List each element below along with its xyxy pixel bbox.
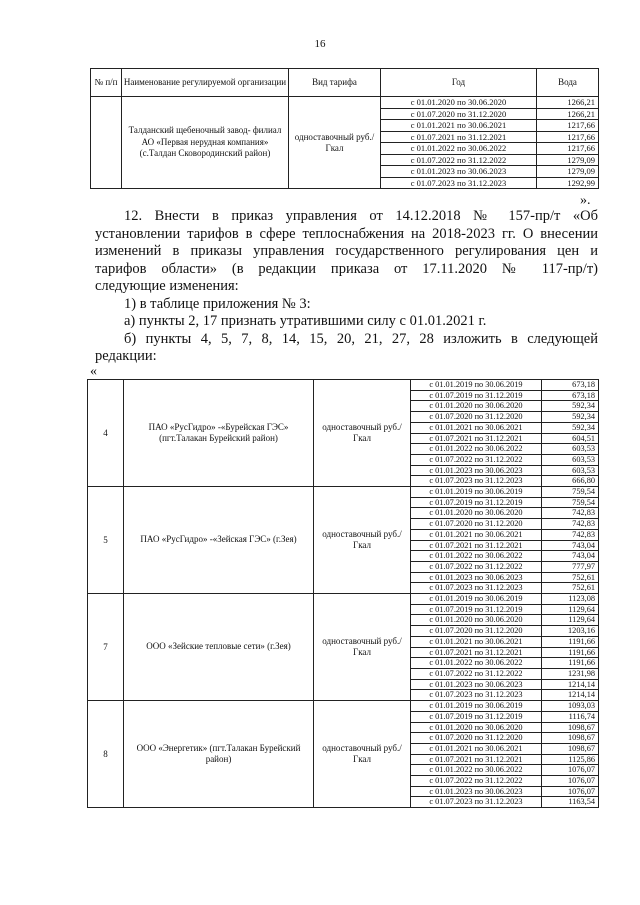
header-organization: Наименование регулируемой организации (122, 69, 289, 97)
period-cell: с 01.07.2023 по 31.12.2023 (411, 583, 542, 594)
item-12-line-1: 12. Внести в приказ управления от 14.12.2018 № 157-пр/т «Об (124, 208, 598, 224)
period-cell: с 01.01.2020 по 30.06.2020 (411, 722, 542, 733)
tariff-table-heat (87, 379, 599, 808)
period-cell: с 01.07.2023 по 31.12.2023 (411, 690, 542, 701)
period-cell: с 01.01.2021 по 30.06.2021 (411, 529, 542, 540)
subitem-a: а) пункты 2, 17 признать утратившими силу с 01.01.2021 г. (124, 313, 487, 329)
tariff-value: 592,34 (542, 412, 599, 423)
tariff-value: 742,83 (542, 508, 599, 519)
organization-name: ПАО «РусГидро» -«Зейская ГЭС» (г.Зея) (124, 487, 314, 594)
table-row (91, 97, 599, 109)
subitem-b-line-1: б) пункты 4, 5, 7, 8, 14, 15, 20, 21, 27, 28 изложить в следующей (124, 330, 598, 347)
tariff-value: 1191,66 (542, 658, 599, 669)
organization-name: ООО «Зейские тепловые сети» (г.Зея) (124, 594, 314, 701)
tariff-type: одноставочный руб./Гкал (314, 380, 411, 487)
item-12-line-2: установлении тарифов в сфере теплоснабжения на 2018-2023 гг. О внесении (95, 225, 598, 242)
period-cell: с 01.01.2023 по 30.06.2023 (411, 679, 542, 690)
tariff-value: 1129,64 (542, 615, 599, 626)
tariff-value: 752,61 (542, 583, 599, 594)
row-number: 4 (88, 380, 124, 487)
period-cell: с 01.01.2020 по 30.06.2020 (411, 615, 542, 626)
period-cell: с 01.07.2022 по 31.12.2022 (411, 561, 542, 572)
period-cell: с 01.01.2019 по 30.06.2019 (411, 380, 542, 391)
period-cell: с 01.07.2022 по 31.12.2022 (411, 776, 542, 787)
period-cell: с 01.01.2021 по 30.06.2021 (411, 636, 542, 647)
period-cell: с 01.07.2021 по 31.12.2021 (411, 433, 542, 444)
tariff-value: 1191,66 (542, 647, 599, 658)
period-cell: с 01.07.2019 по 31.12.2019 (411, 604, 542, 615)
tariff-value: 1214,14 (542, 690, 599, 701)
tariff-value: 1093,03 (542, 701, 599, 712)
header-number: № п/п (91, 69, 122, 97)
tariff-value: 1292,99 (537, 177, 599, 189)
header-water: Вода (537, 69, 599, 97)
period-cell: с 01.01.2023 по 30.06.2023 (381, 166, 537, 178)
tariff-value: 603,53 (542, 454, 599, 465)
row-number: 5 (88, 487, 124, 594)
tariff-value: 1098,67 (542, 733, 599, 744)
tariff-value: 1217,66 (537, 131, 599, 143)
period-cell: с 01.01.2021 по 30.06.2021 (381, 120, 537, 132)
tariff-value: 1279,09 (537, 166, 599, 178)
table-row (88, 701, 599, 712)
period-cell: с 01.07.2019 по 31.12.2019 (411, 711, 542, 722)
table-header-row (91, 69, 599, 97)
period-cell: с 01.07.2019 по 31.12.2019 (411, 497, 542, 508)
period-cell: с 01.07.2020 по 31.12.2020 (411, 519, 542, 530)
table-row (88, 594, 599, 605)
period-cell: с 01.07.2021 по 31.12.2021 (411, 647, 542, 658)
subitem-b-line-2: редакции: (95, 348, 157, 364)
tariff-value: 759,54 (542, 497, 599, 508)
organization-name: ПАО «РусГидро» -«Бурейская ГЭС» (пгт.Талакан Бурейский район) (124, 380, 314, 487)
period-cell: с 01.01.2022 по 30.06.2022 (381, 143, 537, 155)
tariff-value: 777,97 (542, 561, 599, 572)
period-cell: с 01.07.2022 по 31.12.2022 (411, 454, 542, 465)
tariff-value: 673,18 (542, 390, 599, 401)
tariff-value: 759,54 (542, 487, 599, 498)
period-cell: с 01.01.2023 по 30.06.2023 (411, 786, 542, 797)
tariff-value: 1098,67 (542, 722, 599, 733)
period-cell: с 01.01.2022 по 30.06.2022 (411, 658, 542, 669)
row-number: 7 (88, 594, 124, 701)
tariff-value: 1125,86 (542, 754, 599, 765)
period-cell: с 01.01.2022 по 30.06.2022 (411, 765, 542, 776)
tariff-value: 1116,74 (542, 711, 599, 722)
tariff-value: 1266,21 (537, 97, 599, 109)
tariff-value: 1076,07 (542, 765, 599, 776)
tariff-value: 1191,66 (542, 636, 599, 647)
organization-name: Талданский щебеночный завод- филиал АО «Первая нерудная компания» (с.Талдан Сковородинский район) (122, 97, 289, 189)
tariff-value: 743,04 (542, 551, 599, 562)
tariff-value: 1076,07 (542, 776, 599, 787)
tariff-value: 1129,64 (542, 604, 599, 615)
table-row (88, 380, 599, 391)
tariff-value: 592,34 (542, 422, 599, 433)
tariff-value: 592,34 (542, 401, 599, 412)
tariff-value: 752,61 (542, 572, 599, 583)
item-12-line-3: изменений в приказы управления государственного регулирования цен и (95, 243, 598, 259)
tariff-value: 673,18 (542, 380, 599, 391)
period-cell: с 01.01.2023 по 30.06.2023 (411, 572, 542, 583)
period-cell: с 01.07.2021 по 31.12.2021 (381, 131, 537, 143)
tariff-value: 1163,54 (542, 797, 599, 808)
tariff-value: 1214,14 (542, 679, 599, 690)
tariff-value: 1217,66 (537, 143, 599, 155)
tariff-value: 1279,09 (537, 154, 599, 166)
tariff-value: 1098,67 (542, 743, 599, 754)
tariff-type: одноставочный руб./Гкал (314, 701, 411, 808)
header-year: Год (381, 69, 537, 97)
period-cell: с 01.01.2020 по 30.06.2020 (411, 401, 542, 412)
closing-quote: ». (580, 193, 591, 208)
tariff-table-water (90, 68, 599, 189)
period-cell: с 01.01.2022 по 30.06.2022 (411, 551, 542, 562)
period-cell: с 01.01.2023 по 30.06.2023 (411, 465, 542, 476)
period-cell: с 01.01.2020 по 30.06.2020 (381, 97, 537, 109)
page-number: 16 (314, 38, 326, 50)
tariff-value: 743,04 (542, 540, 599, 551)
tariff-value: 1231,98 (542, 668, 599, 679)
tariff-value: 603,53 (542, 465, 599, 476)
period-cell: с 01.01.2022 по 30.06.2022 (411, 444, 542, 455)
tariff-value: 603,53 (542, 444, 599, 455)
tariff-value: 742,83 (542, 529, 599, 540)
period-cell: с 01.01.2019 по 30.06.2019 (411, 701, 542, 712)
amendment-text (95, 208, 598, 366)
subitem-1: 1) в таблице приложения № 3: (124, 295, 311, 312)
tariff-value: 1123,08 (542, 594, 599, 605)
period-cell: с 01.07.2022 по 31.12.2022 (411, 668, 542, 679)
item-12-line-4: тарифов области» (в редакции приказа от 17.11.2020 № 117-пр/т) (95, 260, 598, 277)
period-cell: с 01.01.2020 по 30.06.2020 (411, 508, 542, 519)
table-body (88, 380, 599, 808)
tariff-value: 1217,66 (537, 120, 599, 132)
item-12-line-5: следующие изменения: (95, 278, 239, 294)
tariff-type: одноставочный руб./Гкал (314, 487, 411, 594)
period-cell: с 01.07.2020 по 31.12.2020 (381, 108, 537, 120)
tariff-type: одноставочный руб./Гкал (314, 594, 411, 701)
tariff-value: 742,83 (542, 519, 599, 530)
tariff-value: 1203,16 (542, 626, 599, 637)
period-cell: с 01.01.2021 по 30.06.2021 (411, 743, 542, 754)
tariff-value: 1266,21 (537, 108, 599, 120)
period-cell: с 01.01.2019 по 30.06.2019 (411, 487, 542, 498)
period-cell: с 01.07.2021 по 31.12.2021 (411, 754, 542, 765)
opening-quote: « (90, 364, 97, 379)
tariff-value: 666,80 (542, 476, 599, 487)
period-cell: с 01.07.2020 по 31.12.2020 (411, 412, 542, 423)
period-cell: с 01.01.2019 по 30.06.2019 (411, 594, 542, 605)
period-cell: с 01.07.2020 по 31.12.2020 (411, 733, 542, 744)
period-cell: с 01.01.2021 по 30.06.2021 (411, 422, 542, 433)
tariff-type: одноставочный руб./Гкал (289, 97, 381, 189)
row-number (91, 97, 122, 189)
period-cell: с 01.07.2022 по 31.12.2022 (381, 154, 537, 166)
period-cell: с 01.07.2019 по 31.12.2019 (411, 390, 542, 401)
period-cell: с 01.07.2020 по 31.12.2020 (411, 626, 542, 637)
period-cell: с 01.07.2023 по 31.12.2023 (381, 177, 537, 189)
header-tariff-type: Вид тарифа (289, 69, 381, 97)
table-body (91, 97, 599, 189)
table-row (88, 487, 599, 498)
period-cell: с 01.07.2021 по 31.12.2021 (411, 540, 542, 551)
row-number: 8 (88, 701, 124, 808)
period-cell: с 01.07.2023 по 31.12.2023 (411, 797, 542, 808)
tariff-value: 1076,07 (542, 786, 599, 797)
tariff-value: 604,51 (542, 433, 599, 444)
organization-name: ООО «Энергетик» (пгт.Талакан Бурейский район) (124, 701, 314, 808)
period-cell: с 01.07.2023 по 31.12.2023 (411, 476, 542, 487)
